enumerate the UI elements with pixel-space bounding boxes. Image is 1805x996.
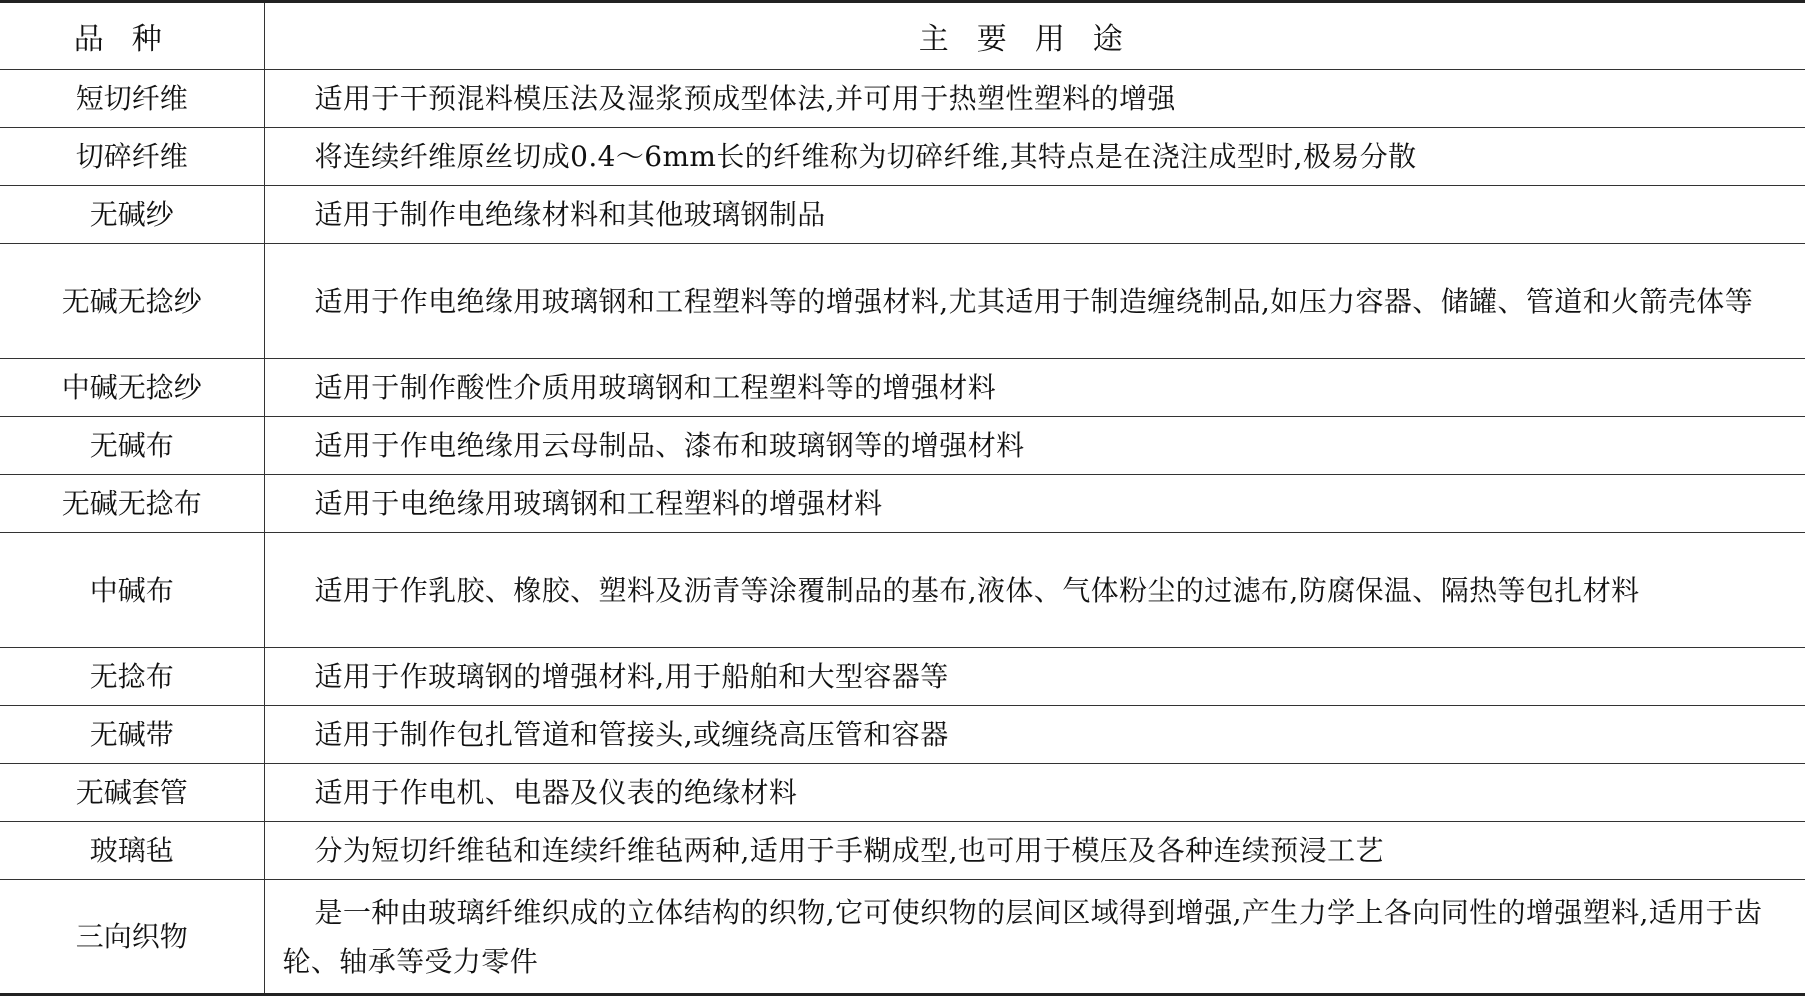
cell-kind: 无捻布 — [0, 648, 264, 706]
cell-use: 是一种由玻璃纤维织成的立体结构的织物,它可使织物的层间区域得到增强,产生力学上各向同性的增强塑料,适用于齿轮、轴承等受力零件 — [264, 880, 1805, 995]
cell-use: 适用于干预混料模压法及湿浆预成型体法,并可用于热塑性塑料的增强 — [264, 70, 1805, 128]
cell-kind: 玻璃毡 — [0, 822, 264, 880]
cell-use: 适用于作乳胶、橡胶、塑料及沥青等涂覆制品的基布,液体、气体粉尘的过滤布,防腐保温、隔热等包扎材料 — [264, 533, 1805, 648]
table-row — [0, 822, 1805, 880]
cell-use: 将连续纤维原丝切成0.4～6mm长的纤维称为切碎纤维,其特点是在浇注成型时,极易分散 — [264, 128, 1805, 186]
table-row — [0, 70, 1805, 128]
table-row — [0, 706, 1805, 764]
cell-kind: 无碱无捻纱 — [0, 244, 264, 359]
cell-kind: 短切纤维 — [0, 70, 264, 128]
table-row — [0, 186, 1805, 244]
table-row — [0, 880, 1805, 995]
cell-kind: 切碎纤维 — [0, 128, 264, 186]
cell-kind: 中碱无捻纱 — [0, 359, 264, 417]
table-row — [0, 128, 1805, 186]
cell-kind: 中碱布 — [0, 533, 264, 648]
header-row — [0, 2, 1805, 70]
table-row — [0, 244, 1805, 359]
cell-use: 适用于制作电绝缘材料和其他玻璃钢制品 — [264, 186, 1805, 244]
cell-use: 分为短切纤维毡和连续纤维毡两种,适用于手糊成型,也可用于模压及各种连续预浸工艺 — [264, 822, 1805, 880]
cell-kind: 无碱套管 — [0, 764, 264, 822]
cell-use: 适用于制作包扎管道和管接头,或缠绕高压管和容器 — [264, 706, 1805, 764]
cell-use: 适用于电绝缘用玻璃钢和工程塑料的增强材料 — [264, 475, 1805, 533]
cell-kind: 无碱纱 — [0, 186, 264, 244]
table-row — [0, 533, 1805, 648]
cell-kind: 三向织物 — [0, 880, 264, 995]
cell-use: 适用于作电机、电器及仪表的绝缘材料 — [264, 764, 1805, 822]
table-row — [0, 648, 1805, 706]
cell-use: 适用于作电绝缘用玻璃钢和工程塑料等的增强材料,尤其适用于制造缠绕制品,如压力容器、储罐、管道和火箭壳体等 — [264, 244, 1805, 359]
table-row — [0, 475, 1805, 533]
table-row — [0, 359, 1805, 417]
table-row — [0, 764, 1805, 822]
table-row — [0, 417, 1805, 475]
table-body — [0, 70, 1805, 995]
table-header — [0, 2, 1805, 70]
header-kind: 品种 — [0, 2, 264, 70]
cell-kind: 无碱无捻布 — [0, 475, 264, 533]
cell-use: 适用于作电绝缘用云母制品、漆布和玻璃钢等的增强材料 — [264, 417, 1805, 475]
cell-use: 适用于制作酸性介质用玻璃钢和工程塑料等的增强材料 — [264, 359, 1805, 417]
cell-use: 适用于作玻璃钢的增强材料,用于船舶和大型容器等 — [264, 648, 1805, 706]
cell-kind: 无碱布 — [0, 417, 264, 475]
cell-kind: 无碱带 — [0, 706, 264, 764]
header-use: 主要用途 — [264, 2, 1805, 70]
